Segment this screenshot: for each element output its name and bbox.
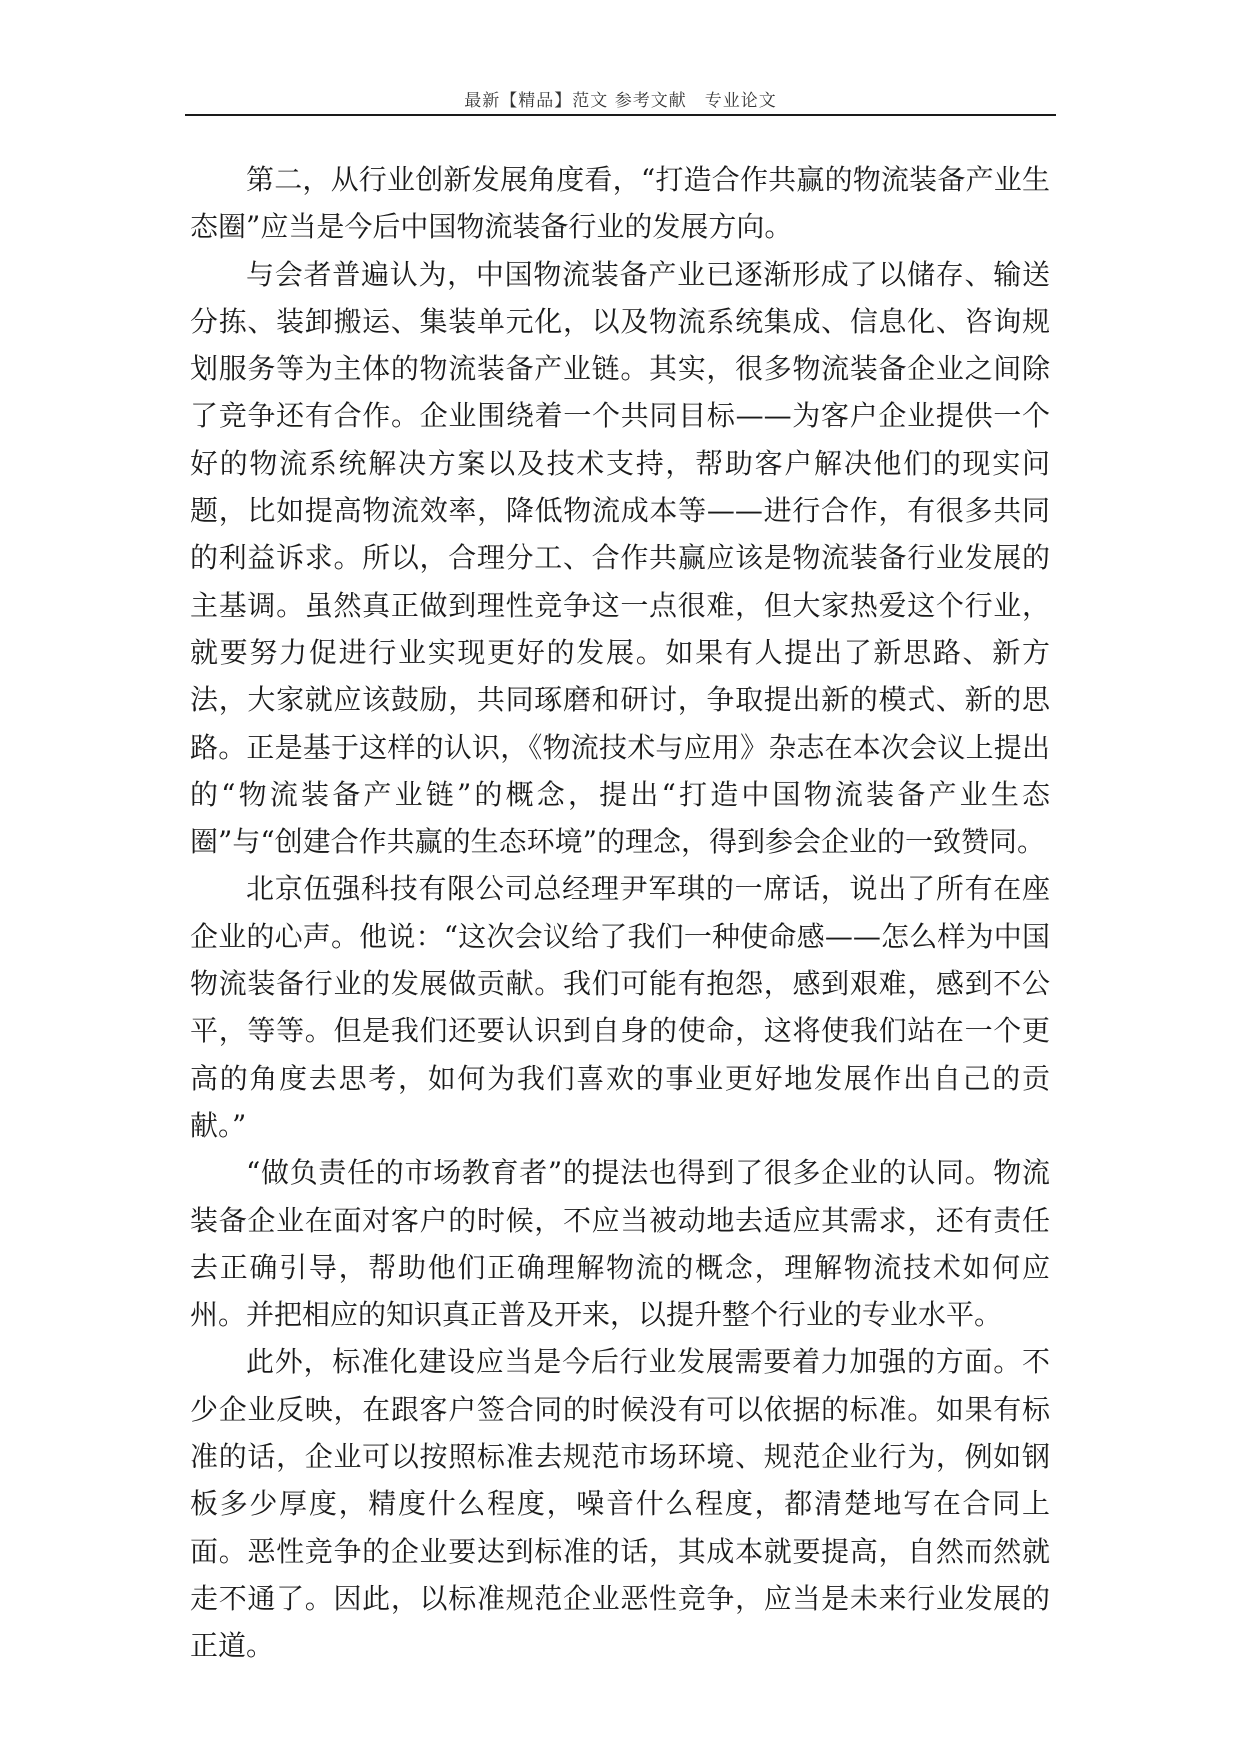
paragraph-quote-yin-junqi: 北京伍强科技有限公司总经理尹军琪的一席话，说出了所有在座企业的心声。他说：“这次会议给了我们一种使命感——怎么样为中国物流装备行业的发展做贡献。我们可能有抱怨，感到艰难，感到不公平，等等。但是我们还要认识到自身的使命，这将使我们站在一个更高的角度去思考，如何为我们喜欢的事业更好地发展作出自己的贡献。” [190, 872, 1050, 1142]
paragraph-market-educator: “做负责任的市场教育者”的提法也得到了很多企业的认同。物流装备企业在面对客户的时候，不应当被动地去适应其需求，还有责任去正确引导，帮助他们正确理解物流的概念，理解物流技术如何应州。并把相应的知识真正普及开来，以提升整个行业的专业水平。 [190, 1156, 1050, 1332]
header-divider [185, 114, 1056, 116]
document-body [190, 156, 1050, 1670]
paragraph-standardization: 此外，标准化建设应当是今后行业发展需要着力加强的方面。不少企业反映，在跟客户签合同的时候没有可以依据的标准。如果有标准的话，企业可以按照标准去规范市场环境、规范企业行为，例如钢板多少厚度，精度什么程度，噪音什么程度，都清楚地写在合同上面。恶性竞争的企业要达到标准的话，其成本就要提高，自然而然就走不通了。因此，以标准规范企业恶性竞争，应当是未来行业发展的正道。 [190, 1345, 1050, 1663]
paragraph-industry-innovation: 第二，从行业创新发展角度看，“打造合作共赢的物流装备产业生态圈”应当是今后中国物流装备行业的发展方向。 [190, 163, 1050, 244]
paragraph-industry-chain: 与会者普遍认为，中国物流装备产业已逐渐形成了以储存、输送分拣、装卸搬运、集装单元化，以及物流系统集成、信息化、咨询规划服务等为主体的物流装备产业链。其实，很多物流装备企业之间除了竞争还有合作。企业围绕着一个共同目标——为客户企业提供一个好的物流系统解决方案以及技术支持，帮助客户解决他们的现实问题，比如提高物流效率，降低物流成本等——进行合作，有很多共同的利益诉求。所以，合理分工、合作共赢应该是物流装备行业发展的主基调。虽然真正做到理性竞争这一点很难，但大家热爱这个行业，就要努力促进行业实现更好的发展。如果有人提出了新思路、新方法，大家就应该鼓励，共同琢磨和研讨，争取提出新的模式、新的思路。正是基于这样的认识，《物流技术与应用》杂志在本次会议上提出的“物流装备产业链”的概念，提出“打造中国物流装备产业生态圈”与“创建合作共赢的生态环境”的理念，得到参会企业的一致赞同。 [190, 257, 1050, 859]
page-header: 最新【精品】范文 参考文献 专业论文 [464, 91, 777, 111]
